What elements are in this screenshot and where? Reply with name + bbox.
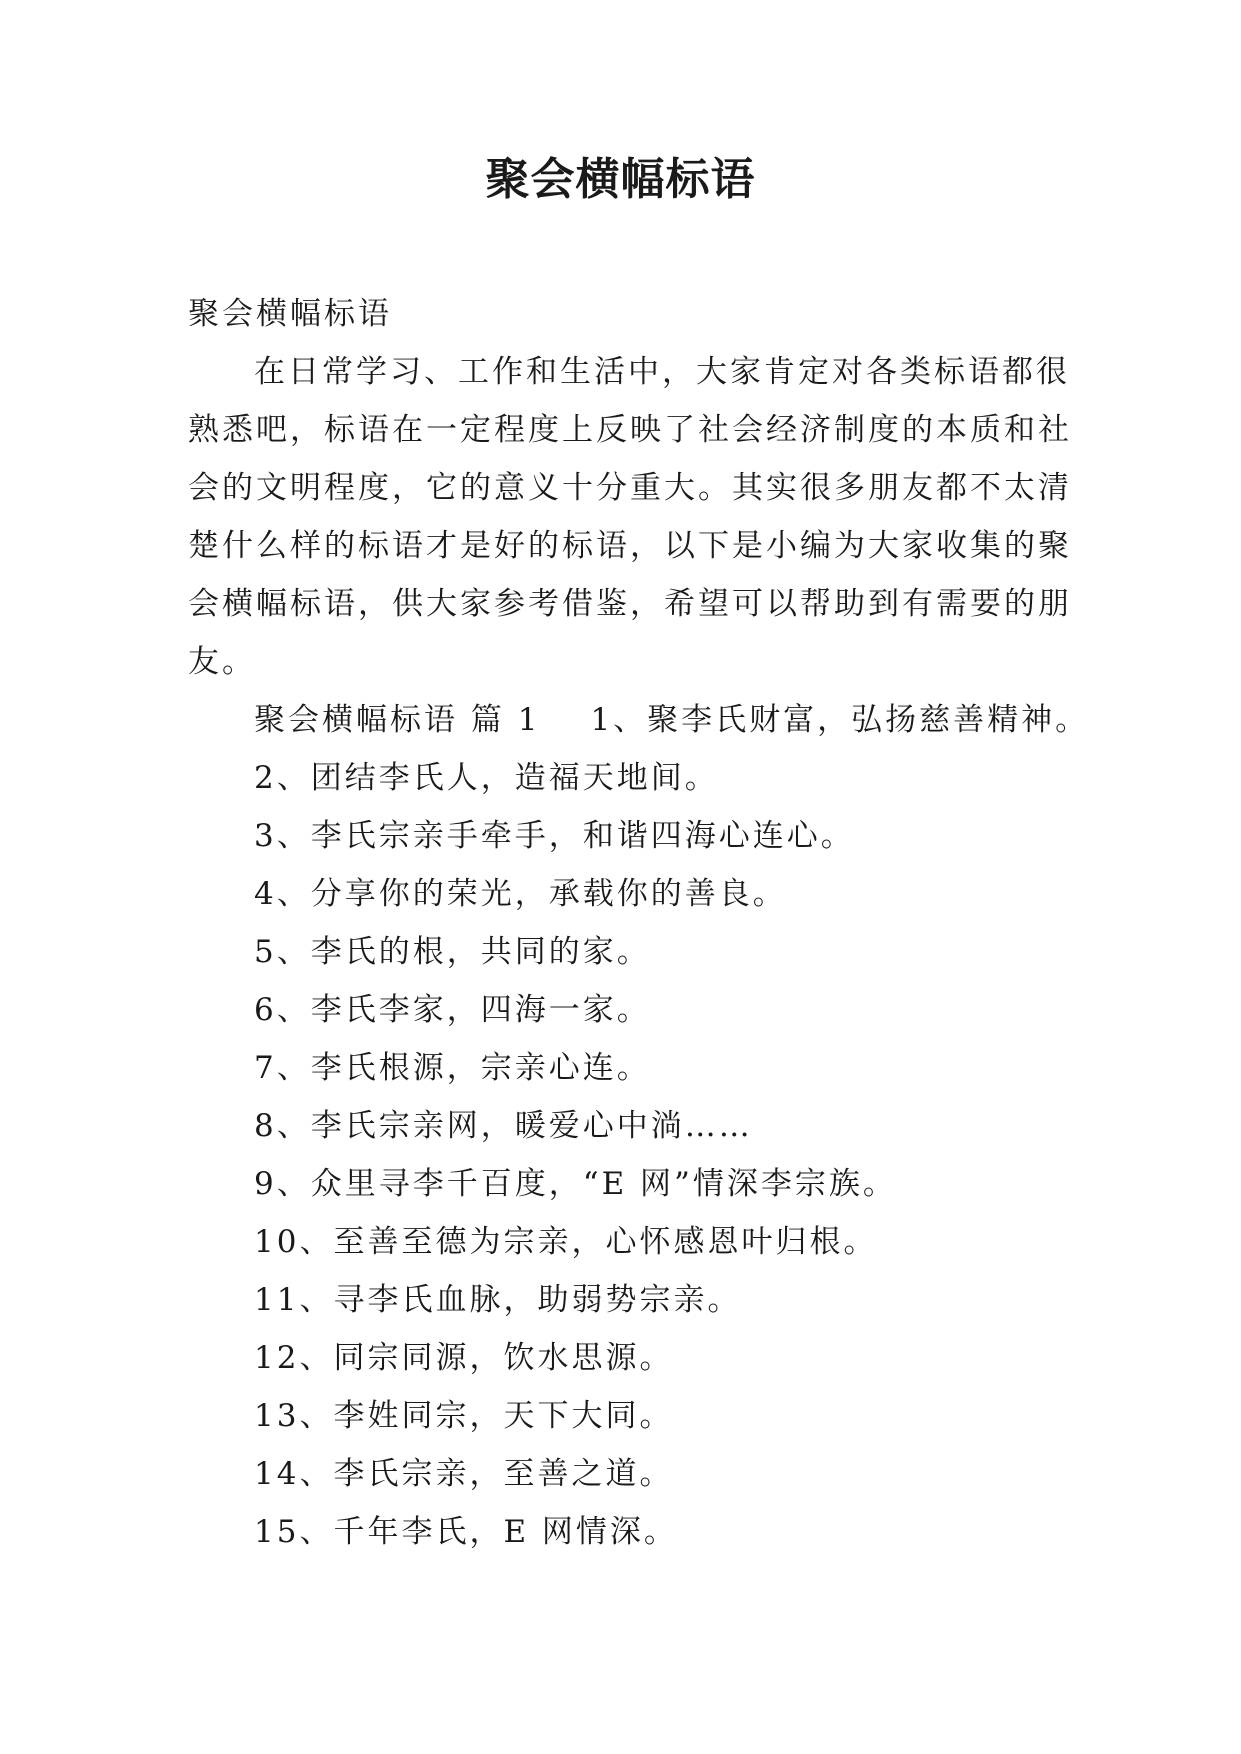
document-title: 聚会横幅标语	[485, 154, 756, 205]
section-label: 聚会横幅标语 篇 1	[254, 702, 541, 738]
slogan-item: 7、李氏根源，宗亲心连。	[254, 1050, 651, 1086]
slogan-item: 6、李氏李家，四海一家。	[254, 992, 651, 1028]
intro-line: 在日常学习、工作和生活中，大家肯定对各类标语都很	[254, 354, 1070, 390]
slogan-item: 11、寻李氏血脉，助弱势宗亲。	[254, 1282, 742, 1318]
slogan-item: 12、同宗同源，饮水思源。	[254, 1340, 674, 1376]
subheading: 聚会横幅标语	[188, 296, 392, 332]
intro-line: 友。	[188, 644, 256, 680]
intro-line: 楚什么样的标语才是好的标语，以下是小编为大家收集的聚	[188, 528, 1072, 564]
slogan-item: 4、分享你的荣光，承载你的善良。	[254, 876, 787, 912]
section-header-line	[188, 691, 1090, 749]
intro-line: 熟悉吧，标语在一定程度上反映了社会经济制度的本质和社	[188, 412, 1072, 448]
slogan-item: 9、众里寻李千百度，“E 网”情深李宗族。	[254, 1166, 897, 1202]
intro-paragraph	[188, 343, 1072, 691]
intro-line: 会的文明程度，它的意义十分重大。其实很多朋友都不太清	[188, 470, 1072, 506]
slogan-item: 2、团结李氏人，造福天地间。	[254, 760, 719, 796]
document-body	[188, 285, 1090, 1561]
slogan-item: 10、至善至德为宗亲，心怀感恩叶归根。	[254, 1224, 878, 1260]
slogan-item: 15、千年李氏，E 网情深。	[254, 1514, 678, 1550]
slogan-item: 13、李姓同宗，天下大同。	[254, 1398, 674, 1434]
slogan-item: 8、李氏宗亲网，暖爱心中淌……	[254, 1108, 753, 1144]
intro-line: 会横幅标语，供大家参考借鉴，希望可以帮助到有需要的朋	[188, 586, 1072, 622]
slogan-item: 3、李氏宗亲手牵手，和谐四海心连心。	[254, 818, 855, 854]
slogan-item: 14、李氏宗亲，至善之道。	[254, 1456, 674, 1492]
slogan-item: 1、聚李氏财富，弘扬慈善精神。	[590, 702, 1090, 738]
slogan-item: 5、李氏的根，共同的家。	[254, 934, 651, 970]
